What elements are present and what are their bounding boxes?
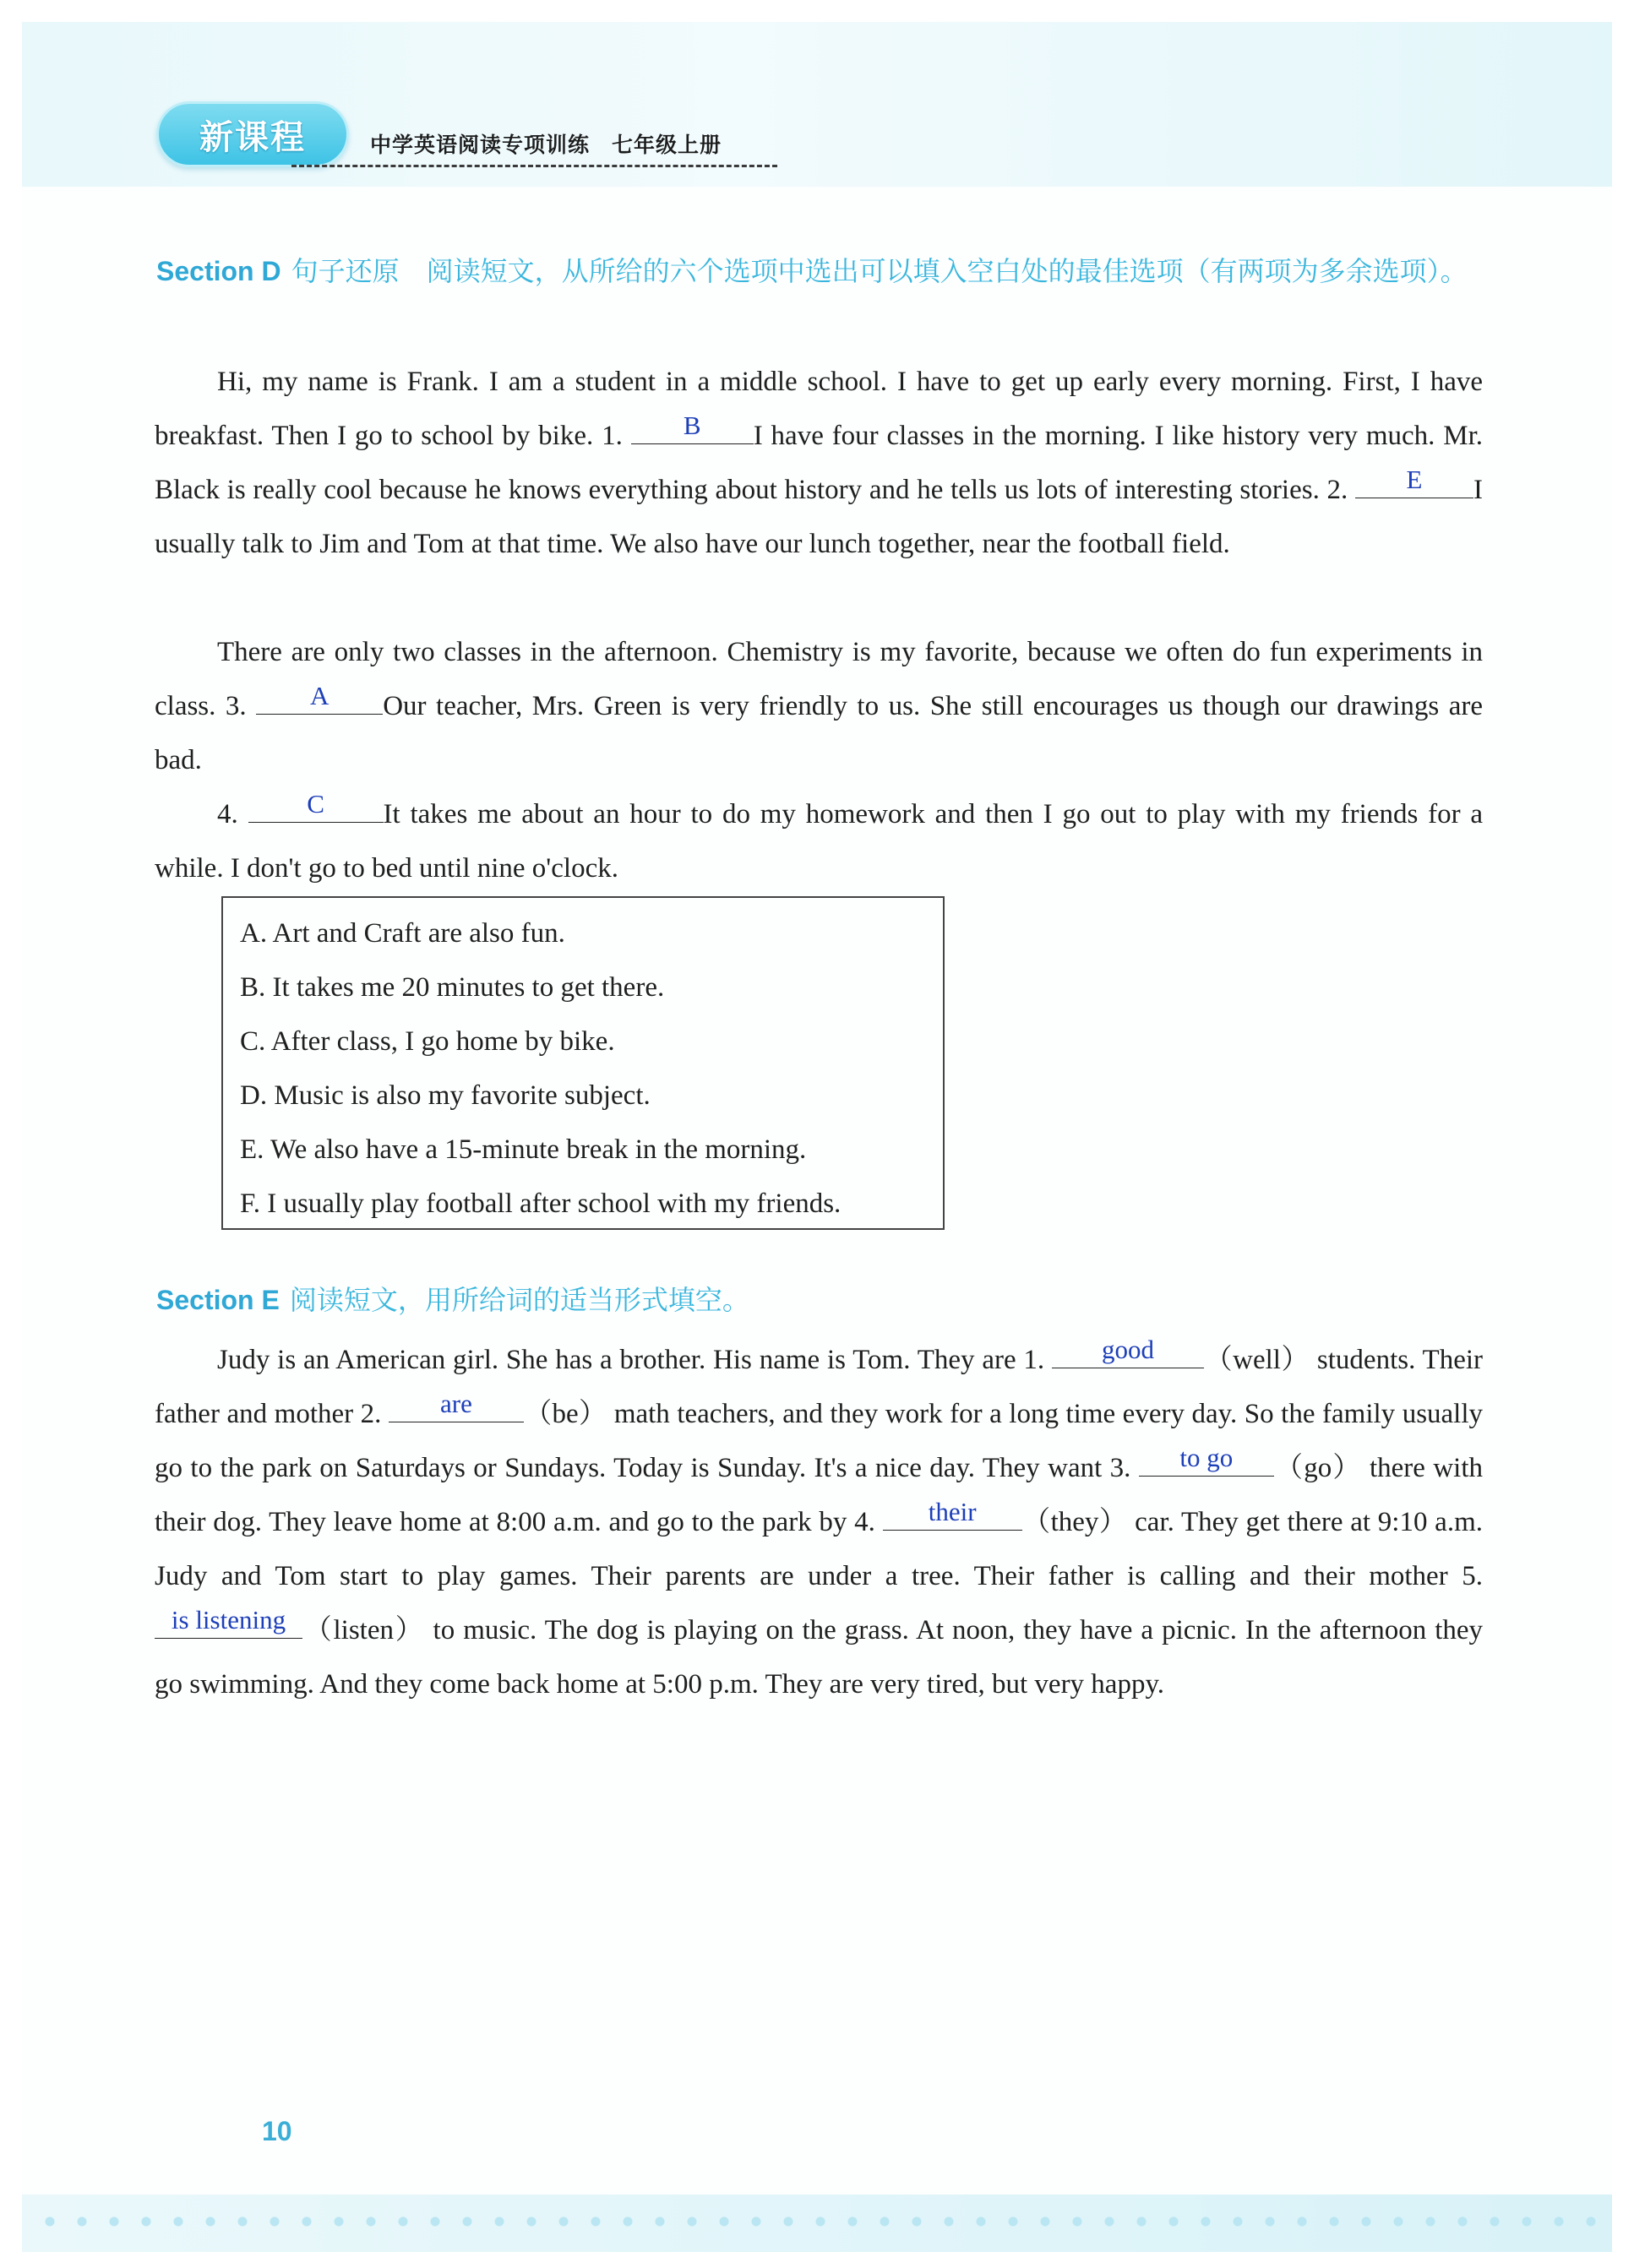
e-hint-1: （well） <box>1204 1345 1310 1375</box>
e-blank-1[interactable] <box>1052 1335 1204 1368</box>
series-badge-text: 新课程 <box>199 117 306 157</box>
d-text-3b: It takes me about an hour to do my homework and then I go out to play with my friends for a while. I don't go to bed until nine o'clock. <box>155 799 1484 884</box>
section-d-heading <box>156 245 1491 297</box>
e-hint-3: （go） <box>1273 1453 1362 1483</box>
d-text-1c: I usually talk to Jim and Tom at that time. We also have our lunch together, near the football field. <box>155 475 1484 559</box>
option-f: F. I usually play football after school with my friends. <box>240 1188 842 1219</box>
page-number: 10 <box>262 2116 292 2146</box>
section-e-instruction: 阅读短文，用所给词的适当形式填空。 <box>289 1284 749 1316</box>
section-e-label: Section E <box>156 1285 280 1315</box>
e-answer-1: good <box>1102 1335 1154 1364</box>
d-text-1b: I have four classes in the morning. I like history very much. Mr. Black is really cool because he knows everything about history and he tells us lots of interesting stories. 2. <box>155 421 1483 505</box>
e-answer-2: are <box>440 1389 472 1418</box>
e-blank-2[interactable] <box>389 1389 524 1422</box>
e-hint-2: （be） <box>523 1399 607 1429</box>
e-answer-4: their <box>928 1497 977 1526</box>
option-d: D. Music is also my favorite subject. <box>240 1080 651 1111</box>
section-d-label: Section D <box>156 256 281 286</box>
d-text-2b: Our teacher, Mrs. Green is very friendly to us. She still encourages us though our drawings are bad. <box>155 691 1483 775</box>
e-blank-5[interactable] <box>155 1605 302 1639</box>
option-a: A. Art and Craft are also fun. <box>240 918 565 949</box>
section-d-instruction: 句子还原 阅读短文，从所给的六个选项中选出可以填入空白处的最佳选项（有两项为多余选项）。 <box>291 255 1468 287</box>
e-text-4: there with their dog. They leave home at 8:00 a.m. and go to the park by 4. <box>155 1453 1484 1537</box>
section-d-paragraph-1 <box>155 355 1483 571</box>
d-blank-2[interactable] <box>1355 465 1473 498</box>
d-answer-4: C <box>307 789 324 819</box>
e-answer-5: is listening <box>171 1605 286 1634</box>
d-answer-2: E <box>1406 465 1423 494</box>
option-c: C. After class, I go home by bike. <box>240 1026 615 1057</box>
d-blank-1[interactable] <box>631 411 754 444</box>
header-divider <box>291 165 777 167</box>
section-e-paragraph <box>155 1333 1483 1711</box>
book-title: 中学英语阅读专项训练 七年级上册 <box>370 133 722 157</box>
section-d-paragraph-2 <box>155 625 1483 787</box>
e-hint-5: （listen） <box>302 1615 425 1645</box>
e-text-3: math teachers, and they work for a long time every day. So the family usually go to the park on Saturdays or Sundays. Today is Sunday. It's a nice day. They want 3. <box>155 1399 1484 1483</box>
e-blank-4[interactable] <box>883 1497 1022 1531</box>
e-text-1: Judy is an American girl. She has a brother. His name is Tom. They are 1. <box>217 1345 1045 1375</box>
option-b: B. It takes me 20 minutes to get there. <box>240 972 665 1003</box>
d-text-3-num: 4. <box>217 799 238 829</box>
e-text-6: to music. The dog is playing on the grass. At noon, they have a picnic. In the afternoon they go swimming. And they come back home at 5:00 p.m. They are very tired, but very happy. <box>155 1615 1484 1700</box>
d-text-1a: Hi, my name is Frank. I am a student in a middle school. I have to get up early every morning. First, I have breakfast. Then I go to school by bike. 1. <box>155 367 1483 451</box>
footer-dots <box>34 2213 1597 2230</box>
e-blank-3[interactable] <box>1139 1443 1274 1477</box>
e-answer-3: to go <box>1179 1443 1234 1472</box>
section-d-paragraph-3 <box>155 787 1483 895</box>
d-answer-1: B <box>683 411 701 440</box>
d-text-2a: There are only two classes in the afternoon. Chemistry is my favorite, because we often do fun experiments in class. 3. <box>155 637 1483 721</box>
d-blank-3[interactable] <box>256 681 383 715</box>
e-hint-4: （they） <box>1021 1507 1128 1537</box>
section-e-heading <box>156 1274 1491 1326</box>
d-blank-4[interactable] <box>248 789 384 823</box>
e-text-5: car. They get there at 9:10 a.m. Judy and Tom start to play games. Their parents are under a tree. Their father is calling and their mother 5. <box>155 1507 1483 1591</box>
options-box <box>221 896 945 1230</box>
series-badge <box>156 101 349 167</box>
e-text-2: students. Their father and mother 2. <box>155 1345 1484 1429</box>
d-answer-3: A <box>309 681 330 710</box>
option-e: E. We also have a 15-minute break in the morning. <box>240 1134 807 1165</box>
